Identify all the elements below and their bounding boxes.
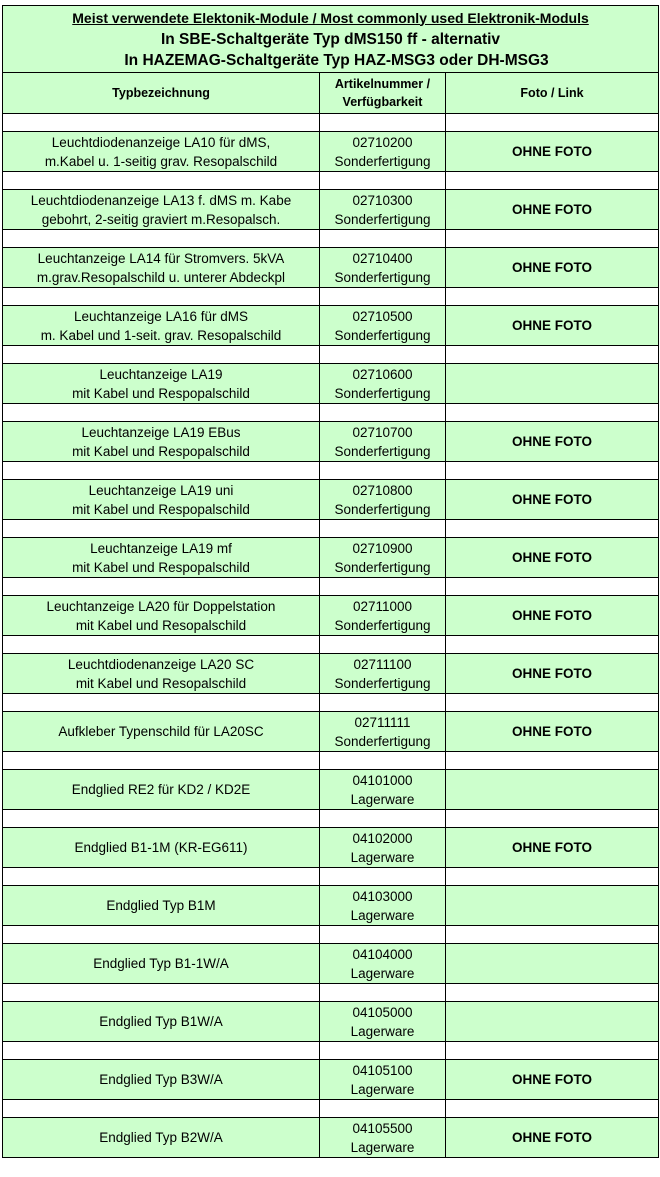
- type-line-2: mit Kabel und Respopalschild: [72, 501, 250, 517]
- photo-link-cell[interactable]: OHNE FOTO: [446, 538, 659, 578]
- type-cell[interactable]: [3, 712, 320, 752]
- table-row: [3, 1118, 659, 1158]
- empty-cell[interactable]: [446, 346, 659, 364]
- article-number: 02710600: [352, 366, 413, 382]
- header-type[interactable]: Typbezeichnung: [3, 73, 320, 114]
- photo-link-cell[interactable]: OHNE FOTO: [446, 306, 659, 346]
- empty-cell[interactable]: [446, 1100, 659, 1118]
- empty-cell[interactable]: [320, 404, 446, 422]
- availability: Sonderfertigung: [334, 385, 431, 401]
- article-cell[interactable]: [320, 248, 446, 288]
- type-cell[interactable]: [3, 1118, 320, 1158]
- availability: Sonderfertigung: [334, 269, 431, 285]
- article-cell[interactable]: [320, 306, 446, 346]
- table-row: [3, 364, 659, 404]
- table-row: [3, 944, 659, 984]
- empty-cell[interactable]: [320, 462, 446, 480]
- article-cell[interactable]: [320, 480, 446, 520]
- empty-cell[interactable]: [320, 810, 446, 828]
- type-cell[interactable]: [3, 422, 320, 462]
- type-cell[interactable]: [3, 1060, 320, 1100]
- empty-cell[interactable]: [3, 520, 320, 538]
- article-cell[interactable]: [320, 596, 446, 636]
- empty-cell[interactable]: [446, 926, 659, 944]
- type-cell[interactable]: [3, 306, 320, 346]
- type-line-1: Endglied Typ B1M: [106, 898, 216, 913]
- photo-link-cell[interactable]: OHNE FOTO: [446, 132, 659, 172]
- type-cell[interactable]: [3, 132, 320, 172]
- photo-link-cell[interactable]: OHNE FOTO: [446, 480, 659, 520]
- article-cell[interactable]: [320, 712, 446, 752]
- empty-cell[interactable]: [3, 172, 320, 190]
- type-line-1: Endglied Typ B3W/A: [99, 1072, 223, 1087]
- type-line-1: Leuchtdiodenanzeige LA20 SC: [67, 656, 255, 672]
- type-line-2: m. Kabel und 1-seit. grav. Resopalschild: [40, 327, 282, 343]
- article-number: 04101000: [352, 772, 413, 788]
- empty-cell[interactable]: [320, 1042, 446, 1060]
- availability: Sonderfertigung: [334, 327, 431, 343]
- type-line-1: Leuchtdiodenanzeige LA10 für dMS,: [51, 134, 271, 150]
- empty-cell[interactable]: [3, 926, 320, 944]
- type-cell[interactable]: [3, 480, 320, 520]
- empty-cell[interactable]: [320, 752, 446, 770]
- type-cell[interactable]: [3, 190, 320, 230]
- empty-cell[interactable]: [320, 288, 446, 306]
- type-line-1: Leuchtanzeige LA19 uni: [88, 482, 234, 498]
- article-number: 02710800: [352, 482, 413, 498]
- type-line-1: Endglied Typ B1-1W/A: [93, 956, 229, 971]
- article-cell[interactable]: [320, 886, 446, 926]
- article-cell[interactable]: [320, 828, 446, 868]
- type-line-2: m.Kabel u. 1-seitig grav. Resopalschild: [44, 153, 278, 169]
- spacer-row: [3, 752, 659, 770]
- empty-cell[interactable]: [320, 926, 446, 944]
- article-number: 04105500: [352, 1120, 413, 1136]
- spacer-row: [3, 1042, 659, 1060]
- article-number: 04105000: [352, 1004, 413, 1020]
- table-row: [3, 712, 659, 752]
- type-cell[interactable]: [3, 886, 320, 926]
- type-line-1: Leuchtanzeige LA20 für Doppelstation: [46, 598, 276, 614]
- article-number: 04102000: [352, 830, 413, 846]
- empty-cell[interactable]: [446, 578, 659, 596]
- article-number: 04104000: [352, 946, 413, 962]
- type-line-1: Leuchtanzeige LA19 EBus: [81, 424, 241, 440]
- empty-cell[interactable]: [446, 230, 659, 248]
- article-cell[interactable]: [320, 770, 446, 810]
- spacer-row: [3, 1100, 659, 1118]
- article-number: 02711111: [354, 714, 411, 730]
- header-article-line-2: Verfügbarkeit: [342, 95, 423, 109]
- empty-cell[interactable]: [446, 520, 659, 538]
- empty-cell[interactable]: [446, 114, 659, 132]
- photo-link-cell[interactable]: OHNE FOTO: [446, 1060, 659, 1100]
- empty-cell[interactable]: [446, 172, 659, 190]
- empty-cell[interactable]: [446, 810, 659, 828]
- empty-cell[interactable]: [446, 752, 659, 770]
- photo-link-cell[interactable]: OHNE FOTO: [446, 654, 659, 694]
- type-line-2: m.grav.Resopalschild u. unterer Abdeckpl: [36, 269, 286, 285]
- availability: Lagerware: [350, 1081, 415, 1097]
- empty-cell[interactable]: [446, 636, 659, 654]
- article-number: 04103000: [352, 888, 413, 904]
- type-cell[interactable]: [3, 248, 320, 288]
- availability: Sonderfertigung: [334, 501, 431, 517]
- availability: Sonderfertigung: [334, 443, 431, 459]
- type-cell[interactable]: [3, 944, 320, 984]
- type-line-2: mit Kabel und Respopalschild: [72, 385, 250, 401]
- article-number: 02710500: [352, 308, 413, 324]
- empty-cell[interactable]: [3, 462, 320, 480]
- type-line-1: Leuchtanzeige LA19 mf: [90, 540, 232, 556]
- header-photo[interactable]: Foto / Link: [446, 73, 659, 114]
- photo-link-cell[interactable]: [446, 944, 659, 984]
- empty-cell[interactable]: [3, 230, 320, 248]
- empty-cell[interactable]: [446, 462, 659, 480]
- availability: Lagerware: [350, 849, 415, 865]
- type-line-1: Leuchtanzeige LA16 für dMS: [73, 308, 249, 324]
- type-line-1: Aufkleber Typenschild für LA20SC: [58, 724, 264, 739]
- spacer-row: [3, 462, 659, 480]
- type-cell[interactable]: [3, 654, 320, 694]
- photo-link-cell[interactable]: OHNE FOTO: [446, 712, 659, 752]
- empty-cell[interactable]: [320, 984, 446, 1002]
- empty-cell[interactable]: [446, 404, 659, 422]
- empty-cell[interactable]: [320, 868, 446, 886]
- empty-cell[interactable]: [446, 984, 659, 1002]
- empty-cell[interactable]: [320, 578, 446, 596]
- availability: Lagerware: [350, 791, 415, 807]
- table-row: [3, 770, 659, 810]
- photo-link-cell[interactable]: [446, 364, 659, 404]
- spacer-row: [3, 694, 659, 712]
- title-line-2: In SBE-Schaltgeräte Typ dMS150 ff - alternativ: [160, 30, 501, 48]
- title-line-1: Meist verwendete Elektonik-Module / Most commonly used Elektronik-Moduls: [72, 9, 589, 26]
- article-cell[interactable]: [320, 132, 446, 172]
- type-line-1: Endglied RE2 für KD2 / KD2E: [71, 782, 251, 797]
- spacer-row: [3, 520, 659, 538]
- header-article[interactable]: [320, 73, 446, 114]
- article-number: 02711000: [352, 598, 413, 614]
- empty-cell[interactable]: [3, 1100, 320, 1118]
- spacer-row: [3, 346, 659, 364]
- availability: Lagerware: [350, 1023, 415, 1039]
- type-line-1: Leuchtdiodenanzeige LA13 f. dMS m. Kabe: [30, 192, 292, 208]
- spacer-row: [3, 230, 659, 248]
- module-table: [2, 5, 659, 1158]
- empty-cell[interactable]: [320, 636, 446, 654]
- table-row: [3, 828, 659, 868]
- empty-cell[interactable]: [3, 752, 320, 770]
- type-line-2: mit Kabel und Resopalschild: [75, 617, 247, 633]
- availability: Sonderfertigung: [334, 617, 431, 633]
- empty-cell[interactable]: [320, 346, 446, 364]
- type-cell[interactable]: [3, 828, 320, 868]
- table-row: [3, 190, 659, 230]
- article-number: 02710900: [352, 540, 413, 556]
- article-number: 02710400: [352, 250, 413, 266]
- article-cell[interactable]: [320, 1002, 446, 1042]
- spacer-row: [3, 810, 659, 828]
- table-row: [3, 654, 659, 694]
- article-cell[interactable]: [320, 1118, 446, 1158]
- empty-cell[interactable]: [446, 694, 659, 712]
- empty-cell[interactable]: [320, 172, 446, 190]
- spacer-row: [3, 636, 659, 654]
- empty-cell[interactable]: [3, 114, 320, 132]
- type-line-1: Leuchtanzeige LA19: [99, 366, 223, 382]
- empty-cell[interactable]: [3, 636, 320, 654]
- table-row: [3, 422, 659, 462]
- table-row: [3, 306, 659, 346]
- photo-link-cell[interactable]: OHNE FOTO: [446, 1118, 659, 1158]
- type-cell[interactable]: [3, 364, 320, 404]
- photo-link-cell[interactable]: OHNE FOTO: [446, 828, 659, 868]
- empty-cell[interactable]: [320, 520, 446, 538]
- title-line-3: In HAZEMAG-Schaltgeräte Typ HAZ-MSG3 oder DH-MSG3: [124, 51, 549, 69]
- availability: Sonderfertigung: [334, 733, 431, 749]
- table-row: [3, 596, 659, 636]
- empty-cell[interactable]: [3, 1042, 320, 1060]
- spacer-row: [3, 404, 659, 422]
- spacer-row: [3, 868, 659, 886]
- article-cell[interactable]: [320, 538, 446, 578]
- table-row: [3, 480, 659, 520]
- availability: Sonderfertigung: [334, 675, 431, 691]
- article-number: 02710700: [352, 424, 413, 440]
- empty-cell[interactable]: [320, 230, 446, 248]
- article-cell[interactable]: [320, 190, 446, 230]
- availability: Sonderfertigung: [334, 211, 431, 227]
- empty-cell[interactable]: [446, 288, 659, 306]
- spacer-row: [3, 288, 659, 306]
- type-line-2: gebohrt, 2-seitig graviert m.Resopalsch.: [41, 211, 281, 227]
- empty-cell[interactable]: [446, 868, 659, 886]
- empty-cell[interactable]: [3, 810, 320, 828]
- type-line-1: Leuchtanzeige LA14 für Stromvers. 5kVA: [37, 250, 285, 266]
- type-cell[interactable]: [3, 770, 320, 810]
- empty-cell[interactable]: [320, 694, 446, 712]
- table-row: [3, 886, 659, 926]
- availability: Lagerware: [350, 1139, 415, 1155]
- spacer-row: [3, 984, 659, 1002]
- table-row: [3, 248, 659, 288]
- type-line-2: mit Kabel und Respopalschild: [72, 443, 250, 459]
- article-cell[interactable]: [320, 422, 446, 462]
- empty-cell[interactable]: [3, 868, 320, 886]
- article-cell[interactable]: [320, 1060, 446, 1100]
- table-row: [3, 1002, 659, 1042]
- photo-link-cell[interactable]: OHNE FOTO: [446, 248, 659, 288]
- table-row: [3, 1060, 659, 1100]
- empty-cell[interactable]: [446, 1042, 659, 1060]
- empty-cell[interactable]: [3, 578, 320, 596]
- empty-cell[interactable]: [3, 404, 320, 422]
- availability: Lagerware: [350, 965, 415, 981]
- type-line-1: Endglied Typ B2W/A: [99, 1130, 223, 1145]
- type-cell[interactable]: [3, 538, 320, 578]
- spacer-row: [3, 578, 659, 596]
- type-line-1: Endglied Typ B1W/A: [99, 1014, 223, 1029]
- photo-link-cell[interactable]: [446, 1002, 659, 1042]
- title-row: [3, 6, 659, 73]
- availability: Sonderfertigung: [334, 559, 431, 575]
- article-number: 02710200: [352, 134, 413, 150]
- photo-link-cell[interactable]: OHNE FOTO: [446, 596, 659, 636]
- table-row: [3, 538, 659, 578]
- type-line-1: Endglied B1-1M (KR-EG611): [74, 840, 248, 855]
- type-line-2: mit Kabel und Respopalschild: [72, 559, 250, 575]
- spacer-row: [3, 926, 659, 944]
- title-cell[interactable]: [3, 6, 659, 73]
- empty-cell[interactable]: [3, 288, 320, 306]
- empty-cell[interactable]: [320, 114, 446, 132]
- availability: Lagerware: [350, 907, 415, 923]
- empty-cell[interactable]: [3, 346, 320, 364]
- type-cell[interactable]: [3, 596, 320, 636]
- article-number: 02710300: [352, 192, 413, 208]
- header-article-line-1: Artikelnummer /: [334, 77, 431, 91]
- empty-cell[interactable]: [320, 1100, 446, 1118]
- photo-link-cell[interactable]: OHNE FOTO: [446, 190, 659, 230]
- header-row: [3, 73, 659, 114]
- empty-cell[interactable]: [3, 984, 320, 1002]
- type-cell[interactable]: [3, 1002, 320, 1042]
- article-number: 02711100: [353, 656, 412, 672]
- type-line-2: mit Kabel und Resopalschild: [75, 675, 247, 691]
- availability: Sonderfertigung: [334, 153, 431, 169]
- empty-cell[interactable]: [3, 694, 320, 712]
- table-row: [3, 132, 659, 172]
- spacer-row: [3, 172, 659, 190]
- spacer-row: [3, 114, 659, 132]
- photo-link-cell[interactable]: [446, 886, 659, 926]
- article-number: 04105100: [352, 1062, 413, 1078]
- article-cell[interactable]: [320, 364, 446, 404]
- photo-link-cell[interactable]: OHNE FOTO: [446, 422, 659, 462]
- photo-link-cell[interactable]: [446, 770, 659, 810]
- article-cell[interactable]: [320, 944, 446, 984]
- article-cell[interactable]: [320, 654, 446, 694]
